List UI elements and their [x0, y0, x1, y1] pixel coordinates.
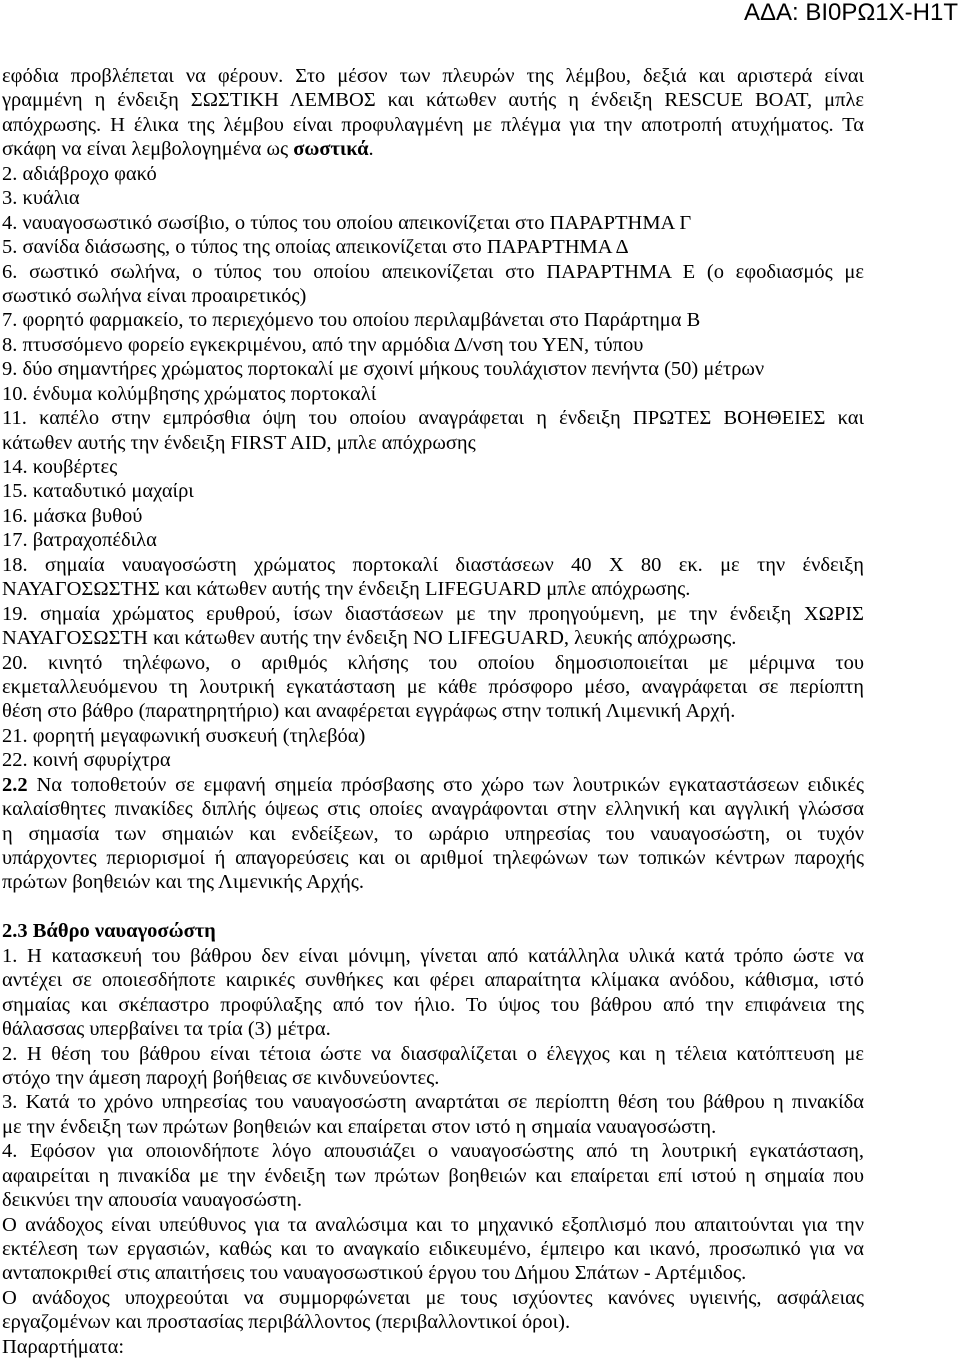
list-item	[2, 186, 864, 210]
text-line: 21. φορητή μεγαφωνική συσκευή (τηλεβόα)	[2, 724, 366, 747]
text-line: θέση στο βάθρο (παρατηρητήριο) και αναφέρεται εγγράφως στην τοπική Λιμενική Αρχή.	[2, 700, 736, 723]
list-item	[2, 1090, 864, 1139]
list-item	[2, 944, 864, 1042]
text-line: 2.3 Βάθρο ναυαγοσώστη	[2, 920, 216, 943]
list-item	[2, 1139, 864, 1212]
text-line: 9. δύο σημαντήρες χρώματος πορτοκαλί με σχοινί μήκους τουλάχιστον πενήντα (50) μέτρων	[2, 358, 765, 381]
text-line: 22. κοινή σφυρίχτρα	[2, 749, 171, 772]
list-item	[2, 382, 864, 406]
paragraph	[2, 1335, 864, 1359]
text-line: 5. σανίδα διάσωσης, ο τύπος της οποίας απεικονίζεται στο ΠΑΡΑΡΤΗΜΑ Δ	[2, 236, 629, 259]
text-line: 17. βατραχοπέδιλα	[2, 529, 157, 552]
text-line: 14. κουβέρτες	[2, 456, 118, 478]
list-item	[2, 260, 864, 309]
text-line: 6. σωστικό σωλήνα, ο τύπος του οποίου απεικονίζεται στο ΠΑΡΑΡΤΗΜΑ Ε (ο εφοδιασμός με	[2, 260, 864, 283]
list-item	[2, 455, 864, 479]
list-item	[2, 235, 864, 259]
text-line: 4. ναυαγοσωστικό σωσίβιο, ο τύπος του οποίου απεικονίζεται στο ΠΑΡΑΡΤΗΜΑ Γ	[2, 211, 692, 234]
text-line: ΝΑΥΑΓΟΣΩΣΤΗΣ και κάτωθεν αυτής την ένδειξη LIFEGUARD μπλε απόχρωσης.	[2, 578, 691, 601]
ada-identifier: ΑΔΑ: ΒΙ0ΡΩ1Χ-Η1Τ	[743, 0, 958, 26]
text-line: δεικνύει την απουσία ναυαγοσώστη.	[2, 1189, 302, 1212]
text-line: ΝΑΥΑΓΟΣΩΣΤΗ και κάτωθεν αυτής την ένδειξη NO LIFEGUARD, λευκής απόχρωσης.	[2, 627, 737, 650]
text-line: υπάρχοντες περιορισμοί ή απαγορεύσεις και οι αριθμοί τηλεφώνων των τοπικών κέντρων παροχής	[2, 847, 864, 869]
list-item	[2, 333, 864, 357]
text-line: 20. κινητό τηλέφωνο, ο αριθμός κλήσης του οποίου δημοσιοποιείται με μέριμνα του	[2, 651, 864, 674]
list-item	[2, 308, 864, 332]
text-line: αντέχει σε οποιεσδήποτε καιρικές συνθήκες και φέρει απαραίτητα κλίμακα ανόδου, κάθισμα, ιστό	[2, 969, 864, 992]
text-line: 19. σημαία χρώματος ερυθρού, ίσων διαστάσεων με την προηγούμενη, με την ένδειξη ΧΩΡΙΣ	[2, 602, 864, 625]
text-line: 8. πτυσσόμενο φορείο εγκεκριμένου, από την αρμόδια Δ/νση του ΥΕΝ, τύπου	[2, 333, 644, 356]
list-item	[2, 479, 864, 503]
list-item	[2, 602, 864, 651]
bold-text-run: 2.2	[2, 773, 28, 796]
text-line: εκτέλεση των εργασιών, καθώς και το αναγκαίο ειδικευμένο, έμπειρο και ικανό, προσωπικό για να	[2, 1238, 864, 1260]
list-item	[2, 357, 864, 381]
text-line: πρώτων βοηθειών και της Λιμενικής Αρχής.	[2, 871, 365, 894]
text-line: απόχρωσης. Η έλικα της λέμβου είναι προφυλαγμένη με πλέγμα για την αποτροπή ατυχήματος. Τα	[2, 113, 864, 136]
text-line: 16. μάσκα βυθού	[2, 504, 143, 527]
text-line: 3. κυάλια	[2, 187, 80, 210]
text-line: 15. καταδυτικό μαχαίρι	[2, 480, 194, 503]
text-run: .	[368, 138, 374, 161]
text-line	[2, 773, 864, 797]
text-line: 3. Κατά το χρόνο υπηρεσίας του ναυαγοσώστη αναρτάται σε περίοπτη θέση του βάθρου η πινακίδα	[2, 1091, 864, 1114]
list-item	[2, 748, 864, 772]
text-line: κάτωθεν αυτής την ένδειξη FIRST AID, μπλε απόχρωσης	[2, 431, 476, 454]
list-item	[2, 553, 864, 602]
text-line: καλαίσθητες πινακίδες διπλής όψεως στις οποίες αναγράφονται στην ελληνική και αγγλική γλώσσα	[2, 798, 864, 821]
text-line: εργαζομένων και προστασίας περιβάλλοντος (περιβαλλοντικοί όροι).	[2, 1311, 571, 1334]
list-item	[2, 504, 864, 528]
paragraph	[2, 773, 864, 895]
text-line: η σημασία των σημαιών και ενδείξεων, το ωράριο υπηρεσίας του ναυαγοσώστη, οι τυχόν	[2, 822, 864, 845]
text-line: Παραρτήματα:	[2, 1335, 125, 1358]
text-line: 2. αδιάβροχο φακό	[2, 162, 157, 185]
text-line: 7. φορητό φαρμακείο, το περιεχόμενο του οποίου περιλαμβάνεται στο Παράρτημα Β	[2, 309, 701, 332]
text-run: σκάφη να είναι λεμβολογημένα ως	[2, 138, 294, 161]
text-line: σωστικό σωλήνα είναι προαιρετικός)	[2, 284, 307, 307]
list-item	[2, 651, 864, 724]
paragraph	[2, 1286, 864, 1335]
list-item	[2, 1042, 864, 1091]
text-line: αφαιρείται η πινακίδα με την ένδειξη των πρώτων βοηθειών και επαίρεται επί ιστού η σημαία που	[2, 1164, 864, 1187]
text-line: 18. σημαία ναυαγοσώστη χρώματος πορτοκαλί διαστάσεων 40 Χ 80 εκ. με την ένδειξη	[2, 553, 864, 576]
text-line: εφόδια προβλέπεται να φέρουν. Στο μέσον των πλευρών της λέμβου, δεξιά και αριστερά είναι	[2, 65, 864, 87]
text-line: με την ένδειξη των πρώτων βοηθειών και επαίρεται στον ιστό η σημαία ναυαγοσώστη.	[2, 1115, 717, 1138]
list-item	[2, 211, 864, 235]
list-item	[2, 528, 864, 552]
text-line: εκμεταλλευόμενου τη λουτρική εγκατάσταση με κάθε πρόσφορο μέσο, αναγράφεται σε περίοπτη	[2, 675, 864, 698]
text-line: 10. ένδυμα κολύμβησης χρώματος πορτοκαλί	[2, 382, 377, 405]
text-line: στόχο την άμεση παροχή βοήθειας σε κινδυνεύοντες.	[2, 1066, 440, 1089]
list-item	[2, 406, 864, 455]
document-body	[2, 64, 864, 1359]
paragraph	[2, 1213, 864, 1286]
bold-text-run: σωστικά	[293, 138, 369, 161]
text-line: θάλασσας υπερβαίνει τα τρία (3) μέτρα.	[2, 1018, 331, 1041]
text-run: Να τοποθετούν σε εμφανή σημεία πρόσβασης στο χώρο των λουτρικών εγκαταστάσεων ειδικές	[27, 773, 864, 796]
text-line: γραμμένη η ένδειξη ΣΩΣΤΙΚΗ ΛΕΜΒΟΣ και κάτωθεν αυτής η ένδειξη RESCUE BOAT, μπλε	[2, 89, 864, 112]
text-line: Ο ανάδοχος είναι υπεύθυνος για τα αναλώσιμα και το μηχανικό εξοπλισμό που απαιτούνται για την	[2, 1213, 864, 1236]
text-line: 11. καπέλο στην εμπρόσθια όψη του οποίου αναγράφεται η ένδειξη ΠΡΩΤΕΣ ΒΟΗΘΕΙΕΣ και	[2, 407, 864, 430]
text-line	[2, 137, 864, 161]
text-line: σημαίας και σκέπαστρο προφύλαξης από τον ήλιο. Το ύψος του βάθρου από την επιφάνεια της	[2, 993, 864, 1016]
text-line: 4. Εφόσον για οποιονδήποτε λόγο απουσιάζει ο ναυαγοσώστης από τη λουτρική εγκατάσταση,	[2, 1140, 864, 1163]
list-item	[2, 724, 864, 748]
paragraph	[2, 64, 864, 162]
text-line: 2. Η θέση του βάθρου είναι τέτοια ώστε να διασφαλίζεται ο έλεγχος και η τέλεια κατόπτευση με	[2, 1042, 864, 1065]
text-line: Ο ανάδοχος υποχρεούται να συμμορφώνεται με τους ισχύοντες κανόνες υγιεινής, ασφάλειας	[2, 1286, 864, 1309]
text-line: 1. Η κατασκευή του βάθρου δεν είναι μόνιμη, γίνεται από κατάλληλα υλικά κατά τρόπο ώστε να	[2, 944, 864, 967]
section-heading	[2, 919, 864, 943]
text-line: ανταποκριθεί στις απαιτήσεις του ναυαγοσωστικού έργου του Δήμου Σπάτων - Αρτέμιδος.	[2, 1262, 747, 1285]
list-item	[2, 162, 864, 186]
